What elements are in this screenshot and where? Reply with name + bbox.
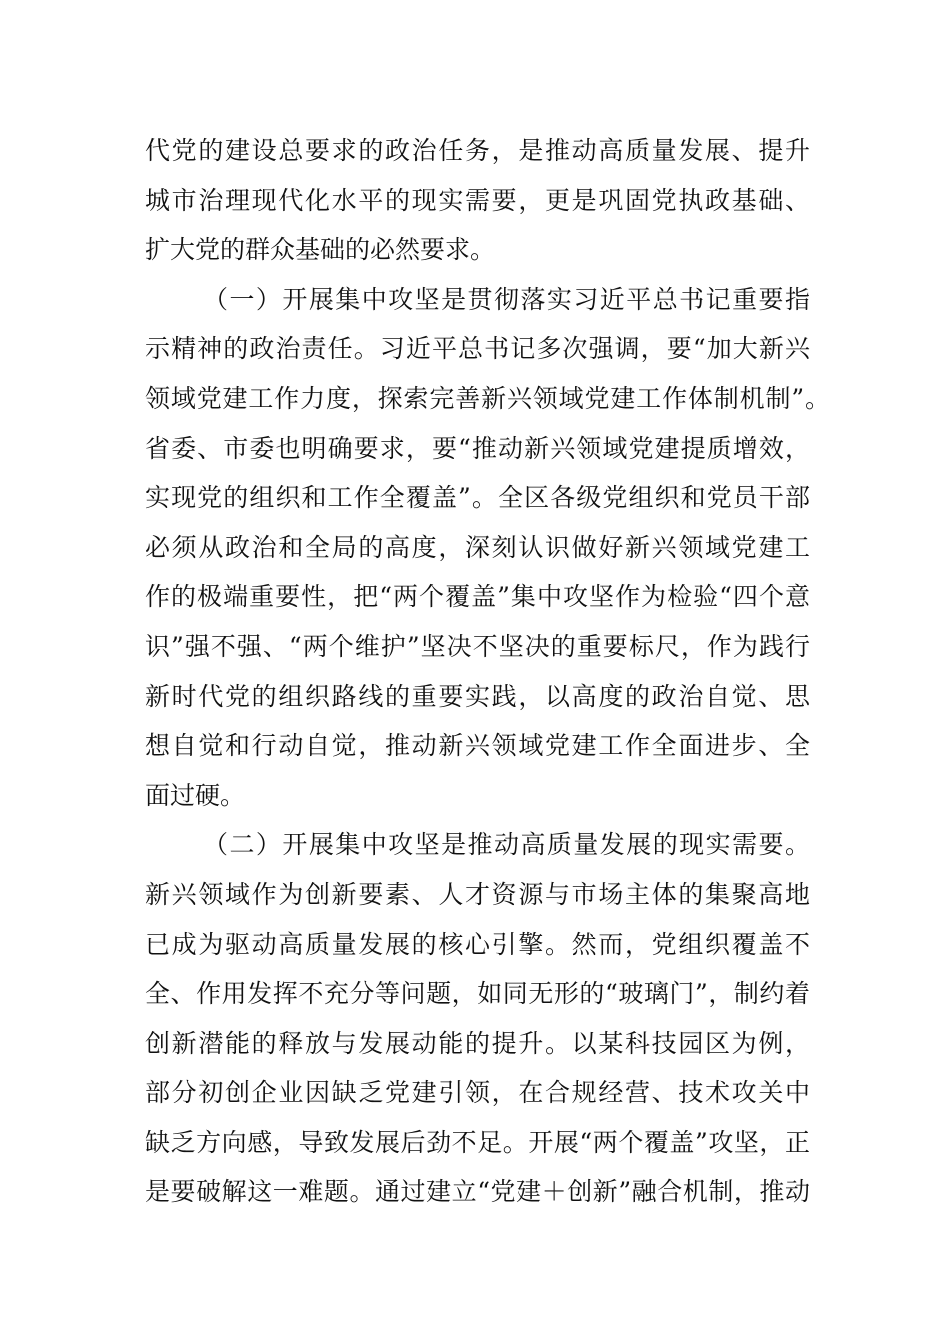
- text-line: 是要破解这一难题。通过建立“党建＋创新”融合机制，推动: [145, 1177, 810, 1207]
- text-line: 想自觉和行动自觉，推动新兴领域党建工作全面进步、全: [145, 731, 810, 761]
- text-line: 全、作用发挥不充分等问题，如同无形的“玻璃门”，制约着: [145, 979, 810, 1009]
- text-line: 领域党建工作力度，探索完善新兴领域党建工作体制机制”。: [145, 383, 830, 413]
- text-line: 面过硬。: [145, 780, 246, 810]
- body-text: [145, 126, 830, 1217]
- text-line: 部分初创企业因缺乏党建引领，在合规经营、技术攻关中: [145, 1078, 810, 1108]
- text-line: 缺乏方向感，导致发展后劲不足。开展“两个覆盖”攻坚，正: [145, 1127, 810, 1157]
- text-line: 实现党的组织和工作全覆盖”。全区各级党组织和党员干部: [145, 483, 810, 513]
- text-line: 识”强不强、“两个维护”坚决不坚决的重要标尺，作为践行: [145, 631, 810, 661]
- text-line: 示精神的政治责任。习近平总书记多次强调，要“加大新兴: [145, 334, 810, 364]
- paragraph-heading-2: （二）开展集中攻坚是推动高质量发展的现实需要。: [203, 830, 810, 860]
- text-line: 新时代党的组织路线的重要实践，以高度的政治自觉、思: [145, 681, 810, 711]
- text-line: 已成为驱动高质量发展的核心引擎。然而，党组织覆盖不: [145, 929, 810, 959]
- text-line: 创新潜能的释放与发展动能的提升。以某科技园区为例，: [145, 1028, 810, 1058]
- paragraph-heading-1: （一）开展集中攻坚是贯彻落实习近平总书记重要指: [203, 284, 810, 314]
- text-line: 扩大党的群众基础的必然要求。: [145, 235, 496, 265]
- text-line: 作的极端重要性，把“两个覆盖”集中攻坚作为检验“四个意: [145, 582, 810, 612]
- text-line: 省委、市委也明确要求，要“推动新兴领域党建提质增效，: [145, 433, 810, 463]
- text-line: 必须从政治和全局的高度，深刻认识做好新兴领域党建工: [145, 532, 810, 562]
- text-line: 代党的建设总要求的政治任务，是推动高质量发展、提升: [145, 136, 810, 165]
- text-line: 城市治理现代化水平的现实需要，更是巩固党执政基础、: [145, 185, 810, 215]
- text-line: 新兴领域作为创新要素、人才资源与市场主体的集聚高地: [145, 879, 810, 909]
